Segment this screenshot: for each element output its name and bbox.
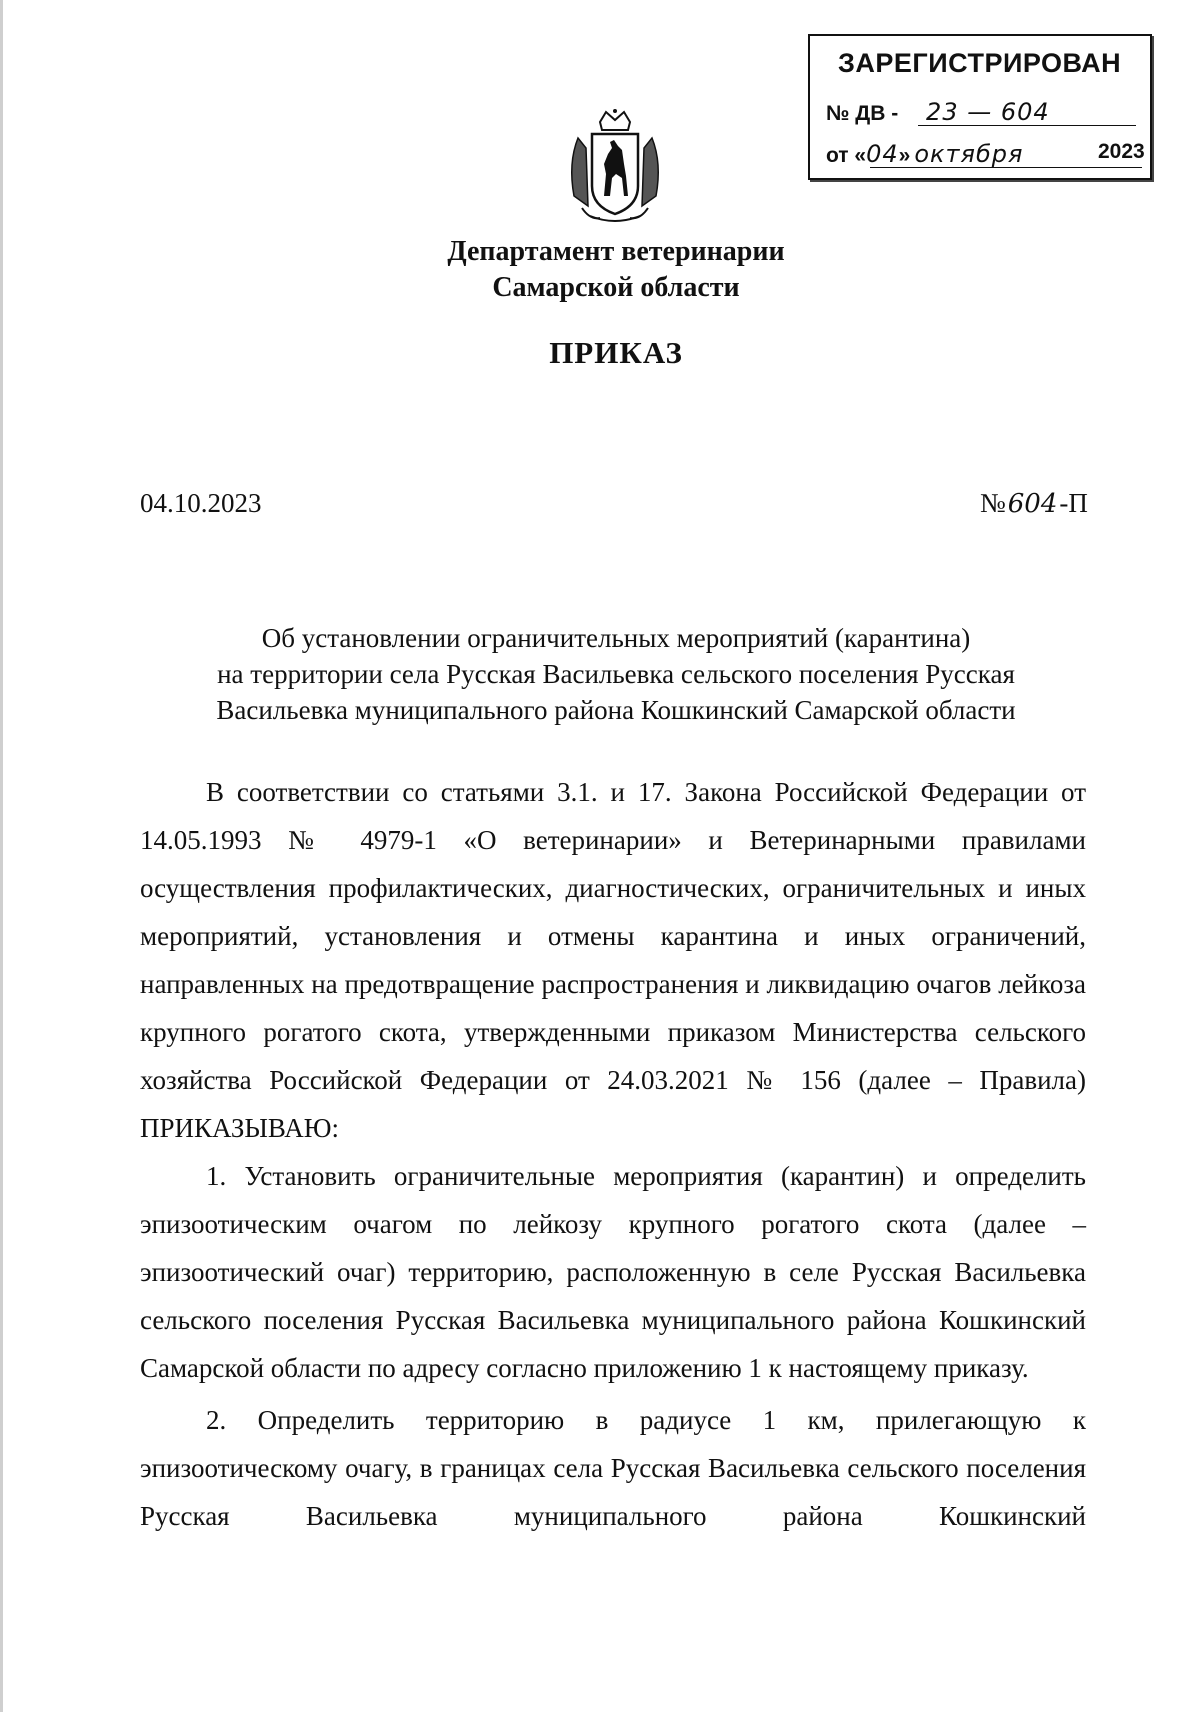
order-number-suffix: -П xyxy=(1059,488,1088,518)
stamp-date-year: 2023 xyxy=(1098,140,1145,163)
subject-line: Об установлении ограничительных мероприятий (карантина) xyxy=(261,623,971,653)
order-subject xyxy=(0,620,1200,728)
coat-of-arms-icon xyxy=(560,108,670,228)
preamble-paragraph: В соответствии со статьями 3.1. и 17. Закона Российской Федерации от 14.05.1993 № 4979-1 «О ветеринарии» и Ветеринарными правилами осуществления профилактических, диагностических, ограничительных и иных мероприятий, установления и отмены карантина и иных ограничений, направленных на предотвращение распространения и ликвидацию очагов лейкоза крупного рогатого скота, утвержденными приказом Министерства сельского хозяйства Российской Федерации от 24.03.2021 № 156 (далее – Правила) ПРИКАЗЫВАЮ: xyxy=(140,777,1086,1143)
item-2-paragraph: 2. Определить территорию в радиусе 1 км, прилегающую к эпизоотическому очагу, в границах села Русская Васильевка сельского поселения Русская Васильевка муниципального района Кошкинский xyxy=(140,1405,1086,1531)
stamp-date-prefix: от « xyxy=(826,144,867,167)
stamp-underline xyxy=(870,167,1142,168)
stamp-date-month: октября xyxy=(914,140,1024,168)
order-number-prefix: № xyxy=(980,488,1006,518)
stamp-title: ЗАРЕГИСТРИРОВАН xyxy=(838,48,1122,78)
order-number-handwritten: 604 xyxy=(1007,489,1058,519)
stamp-number-line xyxy=(826,98,1050,126)
document-type: ПРИКАЗ xyxy=(549,335,683,370)
stamp-number-label: № ДВ - xyxy=(826,102,899,125)
order-body xyxy=(140,768,1086,1540)
order-number xyxy=(980,488,1088,519)
department-name: Департамент ветеринарии xyxy=(447,236,785,267)
stamp-underline xyxy=(918,125,1136,126)
registration-stamp xyxy=(808,34,1152,180)
stamp-date-line xyxy=(826,140,1023,168)
stamp-date-day: 04 xyxy=(866,140,899,168)
stamp-number-value: 23 — 604 xyxy=(926,98,1050,126)
subject-line: на территории села Русская Васильевка сельского поселения Русская xyxy=(217,659,1015,689)
department-region: Самарской области xyxy=(492,272,740,303)
order-date: 04.10.2023 xyxy=(140,488,262,518)
subject-line: Васильевка муниципального района Кошкинский Самарской области xyxy=(216,695,1016,725)
stamp-date-mid: » xyxy=(898,144,911,167)
item-1-paragraph: 1. Установить ограничительные мероприятия (карантин) и определить эпизоотическим очагом по лейкозу крупного рогатого скота (далее – эпизоотический очаг) территорию, расположенную в селе Русская Васильевка сельского поселения Русская Васильевка муниципального района Кошкинский Самарской области по адресу согласно приложению 1 к настоящему приказу. xyxy=(140,1161,1086,1383)
